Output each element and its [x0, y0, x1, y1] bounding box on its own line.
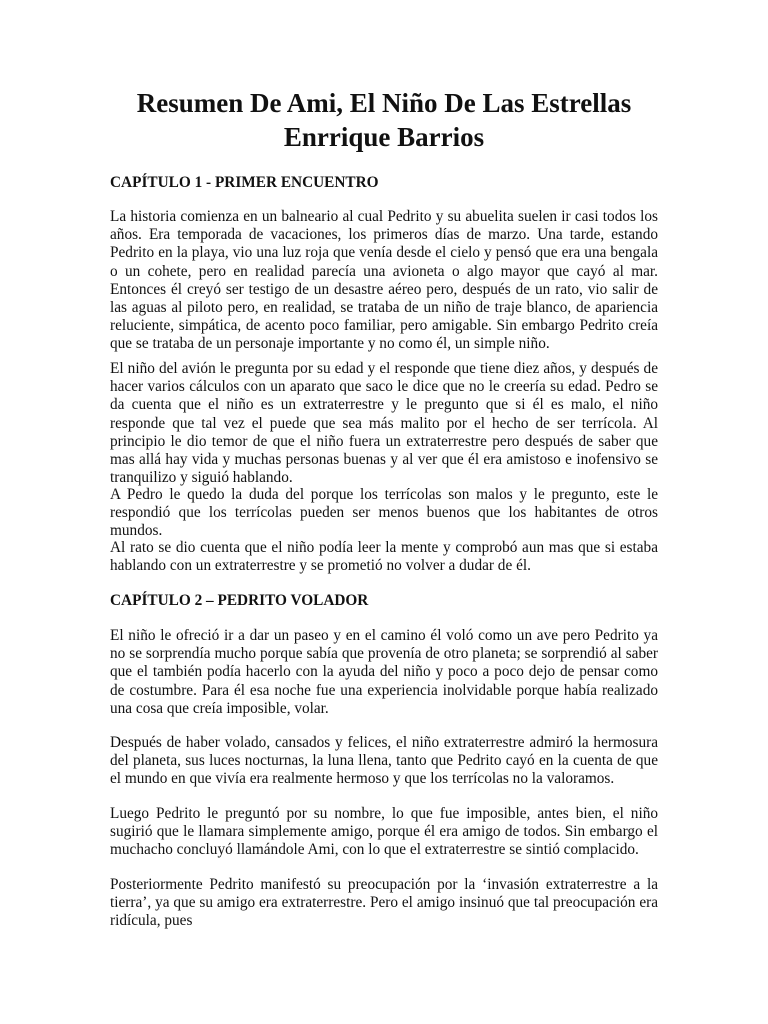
chapter-2-paragraph-2: Después de haber volado, cansados y felices, el niño extraterrestre admiró la hermosura del planeta, sus luces nocturnas, la luna llena, tanto que Pedrito cayó en la cuenta de que el mundo en que vivía era realmente hermoso y que los terrícolas no la valoramos. [110, 734, 658, 788]
chapter-2-heading: CAPÍTULO 2 – PEDRITO VOLADOR [110, 592, 369, 609]
chapter-1-paragraph-3: A Pedro le quedo la duda del porque los terrícolas son malos y le pregunto, este le respondió que los terrícolas pueden ser menos buenos que los habitantes de otros mundos. [110, 486, 658, 540]
chapter-1-paragraph-4: Al rato se dio cuenta que el niño podía leer la mente y comprobó aun mas que si estaba hablando con un extraterrestre y se prometió no volver a dudar de él. [110, 539, 658, 575]
document-title: Resumen De Ami, El Niño De Las Estrellas [136, 88, 632, 118]
chapter-1-paragraph-2: El niño del avión le pregunta por su edad y el responde que tiene diez años, y después de hacer varios cálculos con un aparato que saco le dice que no le creería su edad. Pedro se da cuenta que el niño es un extraterrestre y le pregunto que si él es malo, el niño responde que tal vez el puede que sea más malito por el hecho de ser terrícola. Al principio le dio temor de que el niño fuera un extraterrestre pero después de saber que mas allá hay vida y muchas personas buenas y al ver que él era amistoso e inofensivo se tranquilizo y siguió hablando. [110, 360, 658, 487]
chapter-2-paragraph-1: El niño le ofreció ir a dar un paseo y en el camino él voló como un ave pero Pedrito ya no se sorprendía mucho porque sabía que provenía de otro planeta; se sorprendió al saber que el también podía hacerlo con la ayuda del niño y poco a poco dejo de pensar como de costumbre. Para él esa noche fue una experiencia inolvidable porque había realizado una cosa que creía imposible, volar. [110, 627, 658, 717]
chapter-1-paragraph-1: La historia comienza en un balneario al cual Pedrito y su abuelita suelen ir casi todos los años. Era temporada de vacaciones, los primeros días de marzo. Una tarde, estando Pedrito en la playa, vio una luz roja que venía desde el cielo y pensó que era una bengala o un cohete, pero en realidad parecía una avioneta o algo mayor que cayó al mar. Entonces él creyó ser testigo de un desastre aéreo pero, después de un rato, vio salir de las aguas al piloto pero, en realidad, se trataba de un niño de traje blanco, de apariencia reluciente, simpática, de acento poco familiar, pero amigable. Sin embargo Pedrito creía que se trataba de un personaje importante y no como él, un simple niño. [110, 208, 658, 353]
chapter-1-heading: CAPÍTULO 1 - PRIMER ENCUENTRO [110, 174, 379, 191]
chapter-2-paragraph-3: Luego Pedrito le preguntó por su nombre, lo que fue imposible, antes bien, el niño sugirió que le llamara simplemente amigo, porque él era amigo de todos. Sin embargo el muchacho concluyó llamándole Ami, con lo que el extraterrestre se sintió complacido. [110, 805, 658, 859]
document-author: Enrrique Barrios [283, 122, 485, 152]
chapter-2-paragraph-4: Posteriormente Pedrito manifestó su preocupación por la ‘invasión extraterrestre a la tierra’, ya que su amigo era extraterrestre. Pero el amigo insinuó que tal preocupación era ridícula, pues [110, 876, 658, 930]
